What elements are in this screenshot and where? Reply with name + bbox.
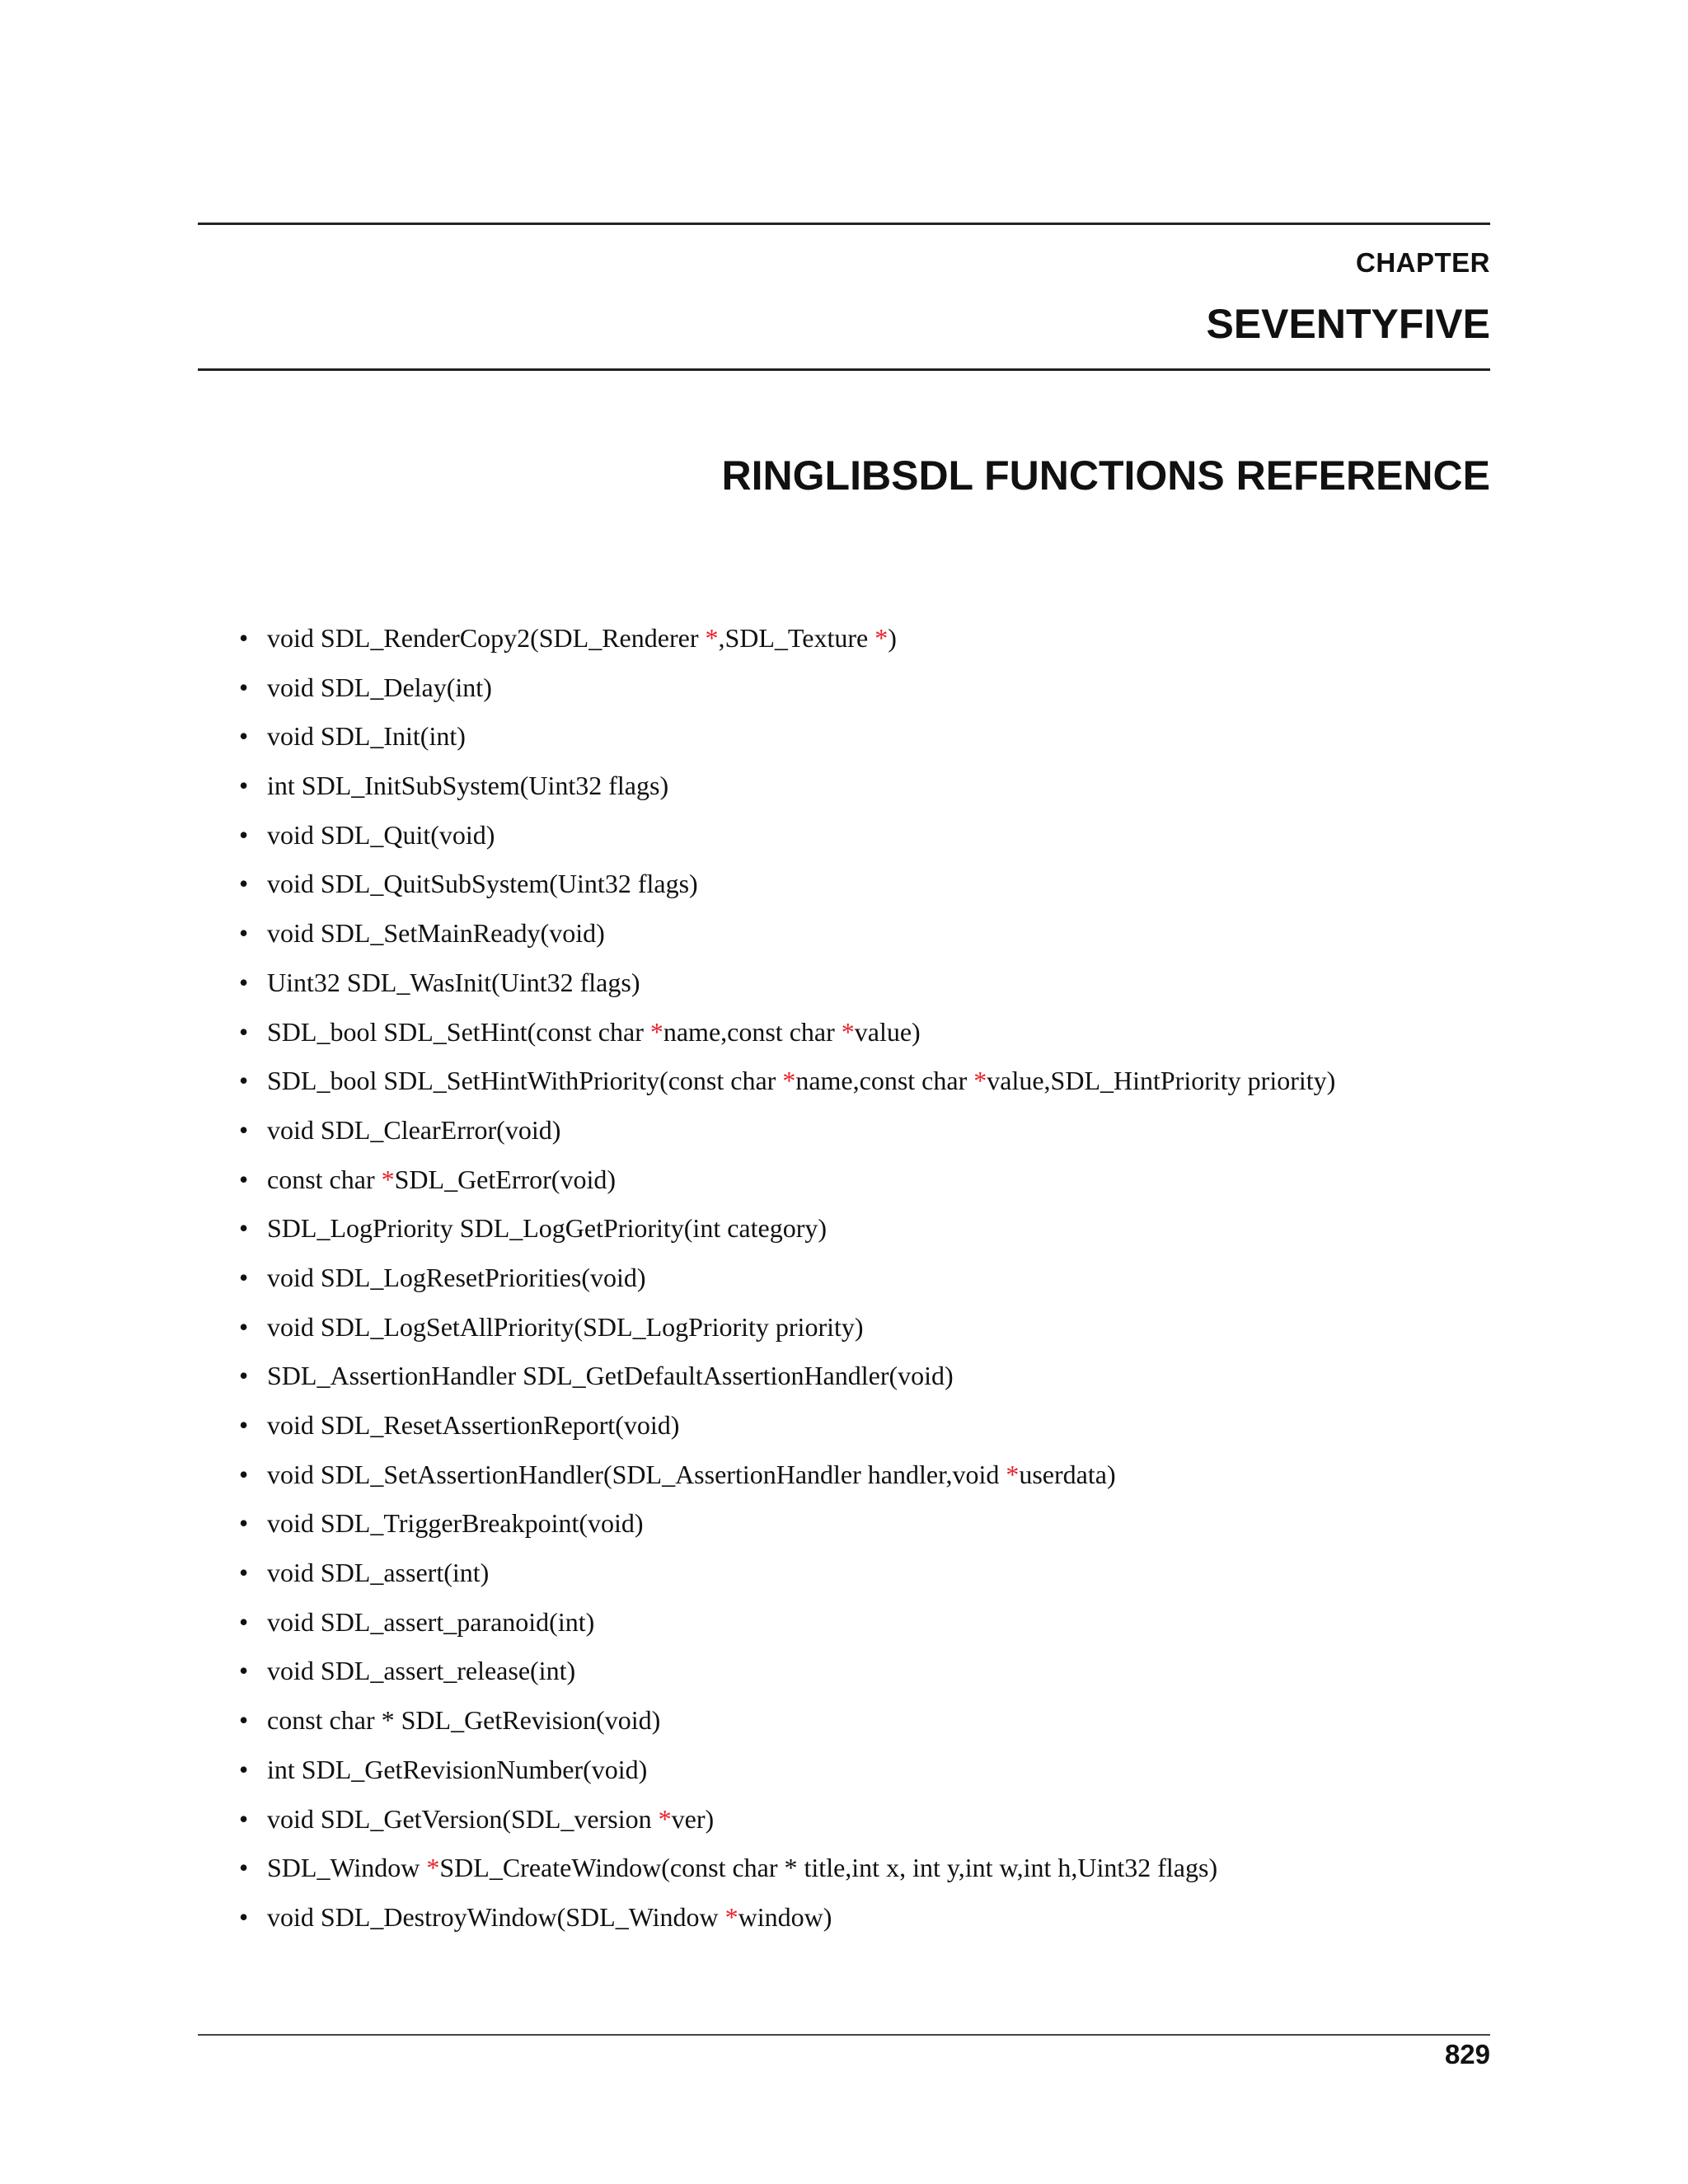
function-list-item: [239, 1310, 1335, 1343]
signature-text: void SDL_QuitSubSystem(Uint32 flags): [267, 869, 698, 899]
function-list-item: [239, 1900, 1335, 1933]
function-signature: [267, 623, 897, 653]
chapter-number: SEVENTYFIVE: [1206, 301, 1490, 347]
page-number: 829: [1444, 2039, 1490, 2069]
signature-text: void SDL_SetAssertionHandler(SDL_AssertionHandler handler,void: [267, 1459, 1006, 1489]
signature-text: void SDL_SetMainReady(void): [267, 918, 605, 949]
function-list-item: [239, 1556, 1335, 1589]
function-list-item: [239, 1261, 1335, 1294]
signature-text: value): [854, 1016, 921, 1047]
pointer-star: *: [874, 623, 889, 653]
signature-text: void SDL_assert_release(int): [267, 1656, 576, 1686]
bullet-icon: •: [239, 1606, 249, 1637]
function-list-item: [239, 916, 1335, 949]
pointer-star: *: [649, 1016, 663, 1047]
signature-text: void SDL_TriggerBreakpoint(void): [267, 1508, 644, 1539]
signature-text: SDL_CreateWindow(const char * title,int x, int y,int w,int h,Uint32 flags): [439, 1853, 1218, 1883]
bullet-icon: •: [239, 1066, 249, 1096]
function-signature: [267, 1508, 644, 1538]
pointer-star: *: [973, 1066, 987, 1096]
function-signature: [267, 1656, 575, 1685]
signature-text: SDL_bool SDL_SetHintWithPriority(const char: [267, 1066, 783, 1096]
function-list-item: [239, 1163, 1335, 1196]
bullet-icon: •: [239, 721, 249, 752]
bullet-icon: •: [239, 1410, 249, 1440]
signature-text: ver): [671, 1803, 715, 1834]
function-signature: [267, 820, 495, 850]
function-signature: [267, 1017, 921, 1047]
function-list-item: [239, 1015, 1335, 1048]
header-bottom-rule: [198, 368, 1490, 371]
signature-text: void SDL_RenderCopy2(SDL_Renderer: [267, 623, 706, 653]
function-list-item: [239, 1654, 1335, 1687]
pointer-star: *: [426, 1853, 440, 1883]
function-signature: [267, 1853, 1217, 1882]
signature-text: window): [738, 1901, 832, 1932]
function-list: [239, 621, 1335, 1950]
pointer-star: *: [1006, 1459, 1020, 1489]
pointer-star: *: [658, 1803, 672, 1834]
bullet-icon: •: [239, 967, 249, 997]
function-signature: [267, 1115, 560, 1145]
bullet-icon: •: [239, 1754, 249, 1784]
signature-text: SDL_GetError(void): [394, 1164, 616, 1194]
signature-text: value,SDL_HintPriority priority): [987, 1066, 1336, 1096]
bullet-icon: •: [239, 1213, 249, 1244]
function-list-item: [239, 1704, 1335, 1736]
function-signature: [267, 1705, 660, 1735]
signature-text: SDL_AssertionHandler SDL_GetDefaultAssertionHandler(void): [267, 1361, 954, 1391]
function-list-item: [239, 671, 1335, 704]
function-signature: [267, 1213, 827, 1243]
function-signature: [267, 1902, 832, 1932]
function-list-item: [239, 867, 1335, 900]
bullet-icon: •: [239, 869, 249, 899]
signature-text: void SDL_GetVersion(SDL_version: [267, 1803, 659, 1834]
bullet-icon: •: [239, 1803, 249, 1834]
signature-text: void SDL_ClearError(void): [267, 1114, 561, 1145]
bullet-icon: •: [239, 1508, 249, 1539]
function-signature: [267, 1066, 1335, 1095]
function-signature: [267, 1263, 646, 1292]
function-signature: [267, 1755, 647, 1784]
bullet-icon: •: [239, 1164, 249, 1194]
bullet-icon: •: [239, 1016, 249, 1047]
function-signature: [267, 869, 698, 898]
signature-text: void SDL_DestroyWindow(SDL_Window: [267, 1901, 725, 1932]
signature-text: void SDL_Quit(void): [267, 819, 495, 850]
function-signature: [267, 1410, 679, 1440]
pointer-star: *: [841, 1016, 855, 1047]
function-list-item: [239, 818, 1335, 851]
function-list-item: [239, 1802, 1335, 1835]
bullet-icon: •: [239, 672, 249, 702]
function-list-item: [239, 1212, 1335, 1244]
signature-text: name,const char: [663, 1016, 842, 1047]
function-signature: [267, 1460, 1116, 1489]
footer-rule: [198, 2034, 1490, 2036]
bullet-icon: •: [239, 1705, 249, 1736]
bullet-icon: •: [239, 918, 249, 949]
chapter-title: RINGLIBSDL FUNCTIONS REFERENCE: [721, 452, 1490, 499]
bullet-icon: •: [239, 1361, 249, 1391]
signature-text: const char: [267, 1164, 382, 1194]
chapter-label: CHAPTER: [1355, 247, 1490, 278]
signature-text: void SDL_LogResetPriorities(void): [267, 1262, 646, 1292]
bullet-icon: •: [239, 1459, 249, 1489]
function-list-item: [239, 966, 1335, 999]
signature-text: name,const char: [795, 1066, 974, 1096]
signature-text: void SDL_LogSetAllPriority(SDL_LogPriority priority): [267, 1311, 864, 1342]
function-signature: [267, 1361, 954, 1390]
signature-text: userdata): [1019, 1459, 1116, 1489]
function-list-item: [239, 1753, 1335, 1786]
bullet-icon: •: [239, 771, 249, 801]
bullet-icon: •: [239, 1901, 249, 1932]
function-signature: [267, 1607, 594, 1637]
function-list-item: [239, 1359, 1335, 1392]
bullet-icon: •: [239, 1262, 249, 1292]
function-list-item: [239, 1064, 1335, 1097]
function-list-item: [239, 1605, 1335, 1638]
signature-text: ,SDL_Texture: [718, 623, 875, 653]
signature-text: ): [888, 623, 897, 653]
function-signature: [267, 1312, 864, 1342]
function-signature: [267, 1558, 489, 1587]
signature-text: void SDL_Delay(int): [267, 672, 492, 702]
function-list-item: [239, 1113, 1335, 1146]
function-signature: [267, 968, 640, 997]
bullet-icon: •: [239, 623, 249, 653]
function-signature: [267, 721, 466, 751]
bullet-icon: •: [239, 819, 249, 850]
function-list-item: [239, 719, 1335, 752]
pointer-star: *: [782, 1066, 796, 1096]
signature-text: const char * SDL_GetRevision(void): [267, 1705, 661, 1736]
pointer-star: *: [381, 1164, 395, 1194]
signature-text: void SDL_ResetAssertionReport(void): [267, 1410, 680, 1440]
bullet-icon: •: [239, 1853, 249, 1883]
function-list-item: [239, 1458, 1335, 1491]
header-top-rule: [198, 223, 1490, 225]
function-list-item: [239, 1507, 1335, 1540]
bullet-icon: •: [239, 1311, 249, 1342]
function-signature: [267, 918, 605, 948]
pointer-star: *: [724, 1901, 738, 1932]
function-signature: [267, 1165, 616, 1194]
bullet-icon: •: [239, 1656, 249, 1686]
signature-text: SDL_LogPriority SDL_LogGetPriority(int category): [267, 1213, 828, 1244]
function-signature: [267, 673, 492, 702]
signature-text: void SDL_assert(int): [267, 1558, 490, 1588]
signature-text: void SDL_assert_paranoid(int): [267, 1606, 595, 1637]
function-list-item: [239, 1408, 1335, 1441]
function-signature: [267, 771, 668, 800]
signature-text: int SDL_InitSubSystem(Uint32 flags): [267, 771, 669, 801]
pointer-star: *: [705, 623, 719, 653]
signature-text: SDL_bool SDL_SetHint(const char: [267, 1016, 650, 1047]
bullet-icon: •: [239, 1114, 249, 1145]
function-list-item: [239, 621, 1335, 654]
function-signature: [267, 1804, 714, 1834]
signature-text: int SDL_GetRevisionNumber(void): [267, 1754, 648, 1784]
signature-text: void SDL_Init(int): [267, 721, 466, 752]
function-list-item: [239, 1851, 1335, 1884]
signature-text: SDL_Window: [267, 1853, 427, 1883]
function-list-item: [239, 769, 1335, 802]
signature-text: Uint32 SDL_WasInit(Uint32 flags): [267, 967, 640, 997]
bullet-icon: •: [239, 1558, 249, 1588]
